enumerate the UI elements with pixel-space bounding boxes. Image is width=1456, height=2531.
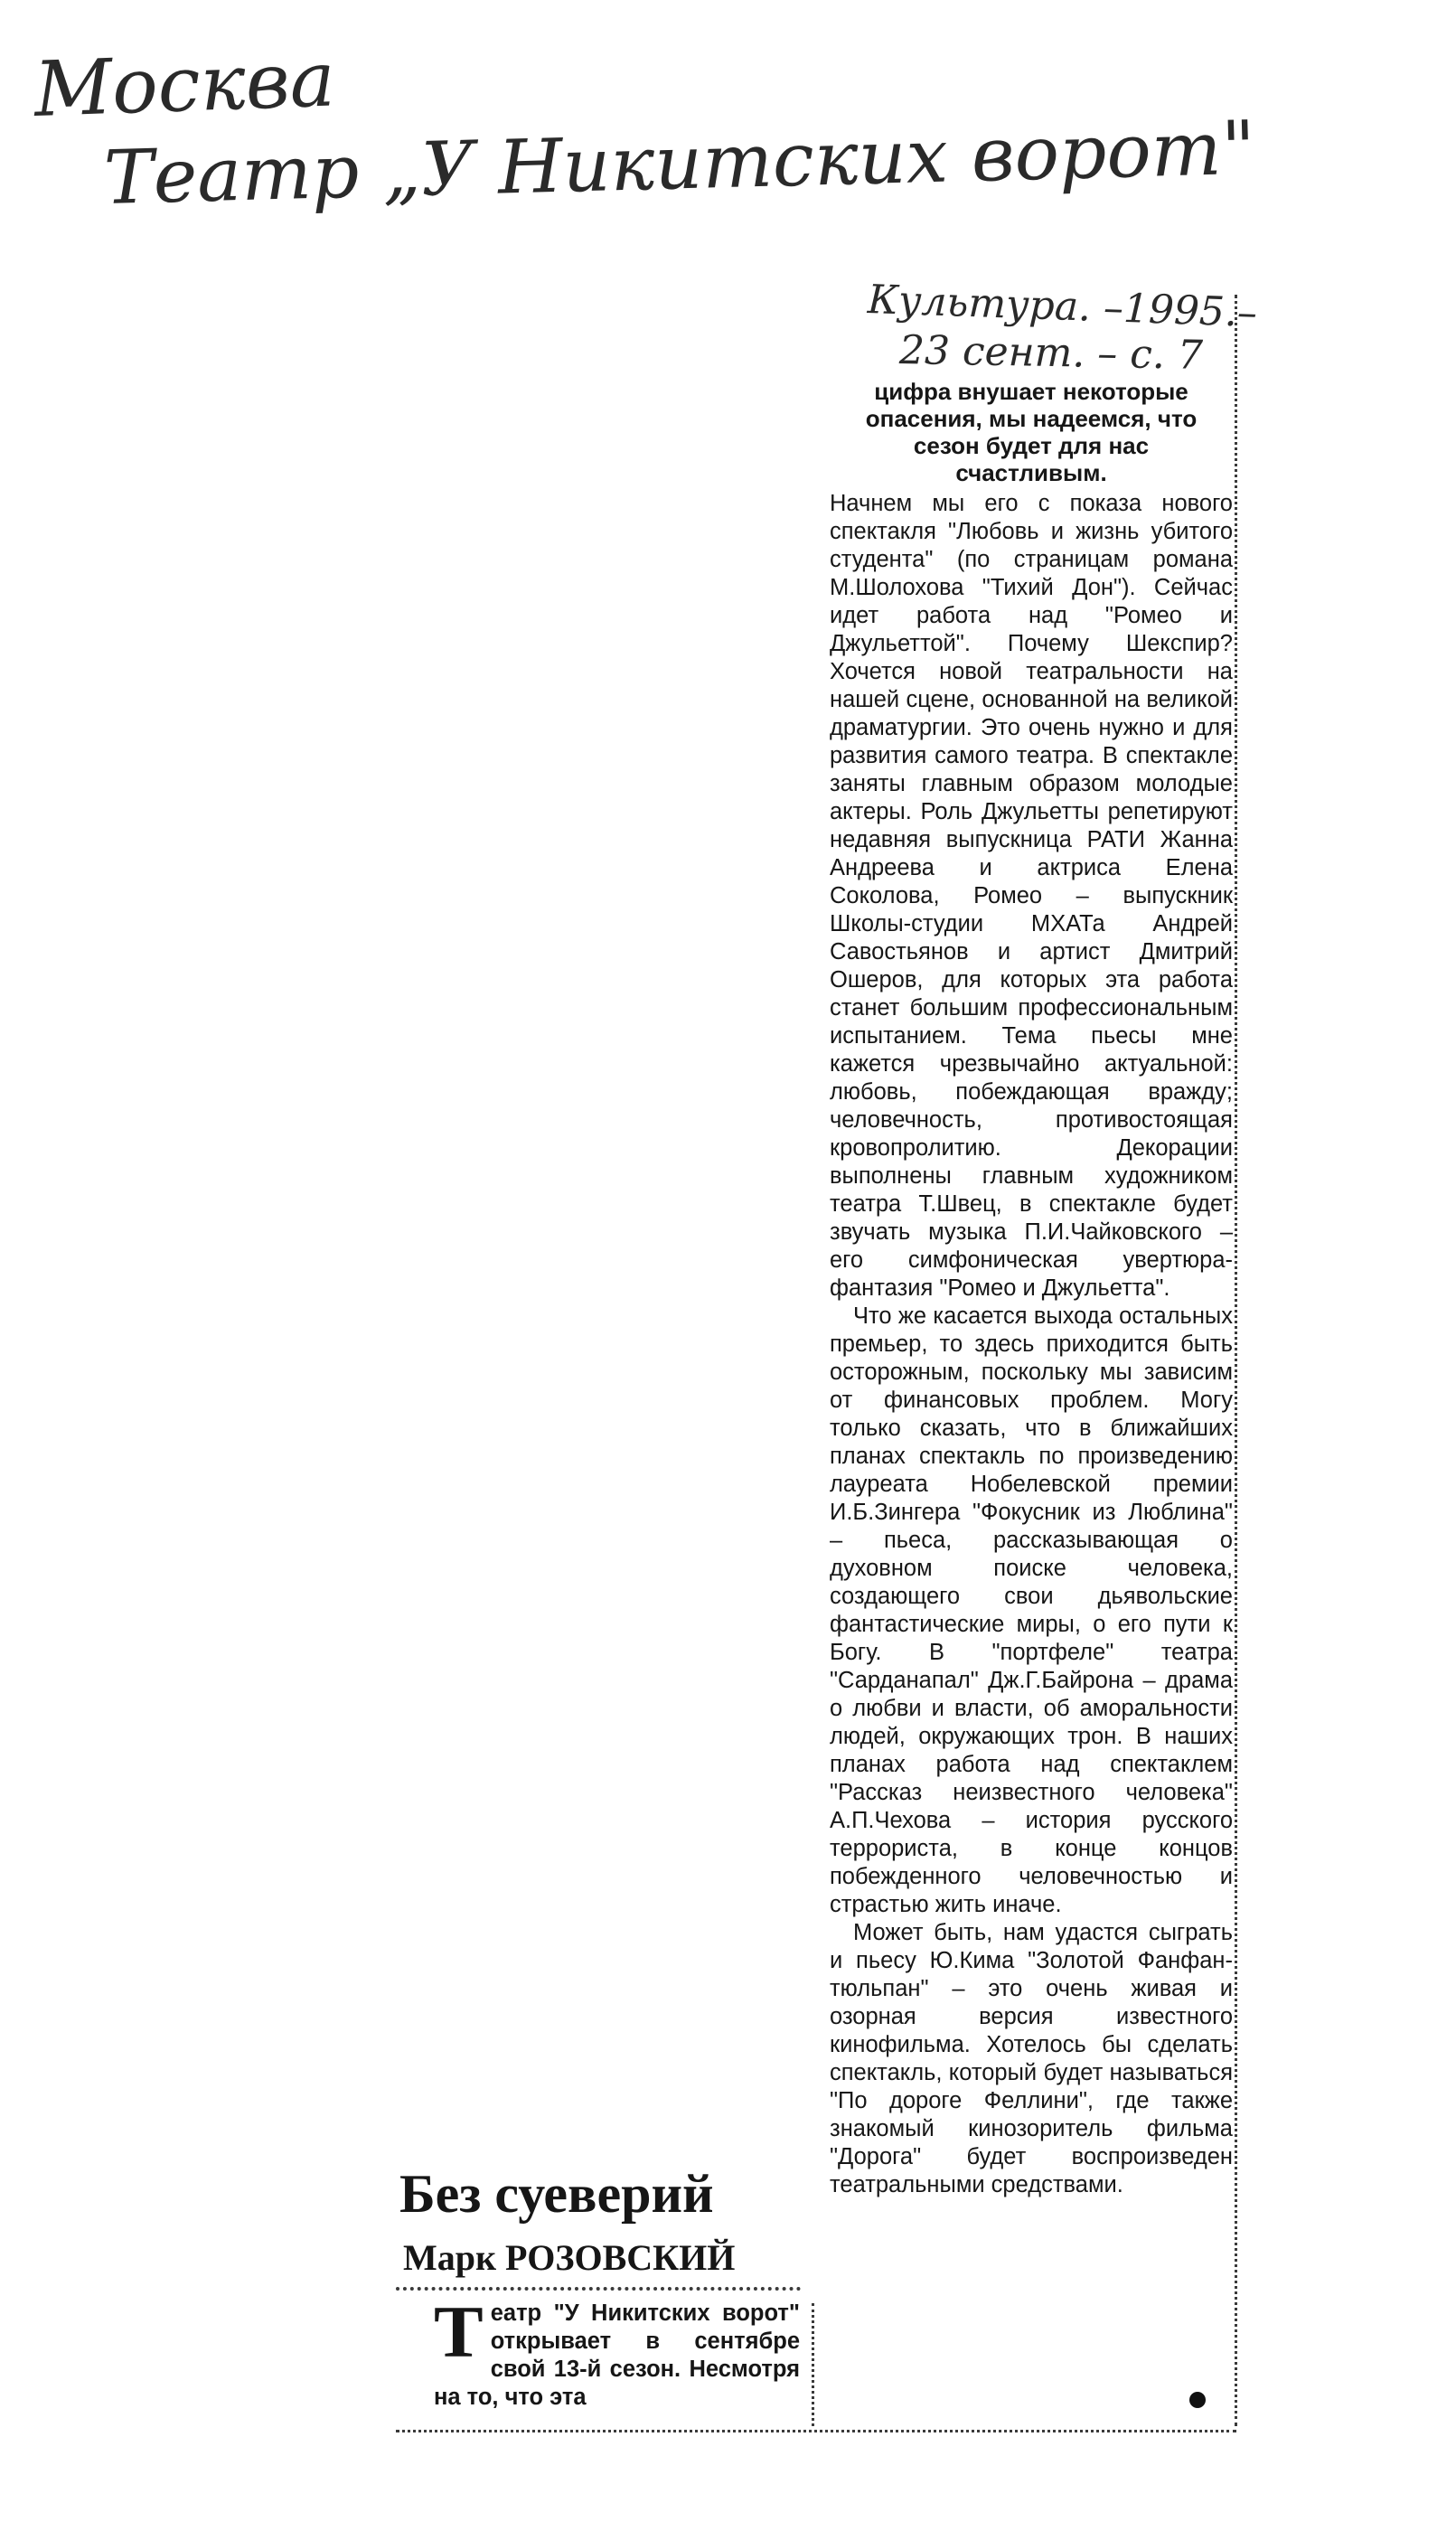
- handwritten-source-date: 23 сент. – с. 7: [898, 327, 1204, 379]
- article-headline: Без суеверий: [399, 2164, 714, 2224]
- handwritten-theatre-name: Театр „У Никитских ворот": [102, 105, 1257, 221]
- handwritten-source-newspaper: Культура. –1995.–: [867, 277, 1258, 337]
- clipping-cut-line-vertical: [1235, 295, 1237, 2426]
- clipping-cut-line-bottom: [396, 2430, 1236, 2432]
- author-last-name: РОЗОВСКИЙ: [505, 2237, 736, 2278]
- article-main-column: [830, 378, 1233, 2199]
- article-paragraph: Что же касается выхода остальных премьер, то здесь приходится быть осторожным, поскольку мы зависим от финансовых проблем. Могу только сказать, что в ближайших планах спектакль по произведению лауреата Нобелевской премии И.Б.Зингера "Фокусник из Люблина" – пьеса, рассказывающая о духовном поиске человека, создающего свои дьявольские фантастические миры, о его пути к Богу. В "портфеле" театра "Сарданапал" Дж.Г.Байрона – драма о любви и власти, об аморальности людей, окружающих трон. В наших планах работа над спектаклем "Рассказ неизвестного человека" А.П.Чехова – история русского террориста, в конце концов побежденного человечностью и страстью жить иначе.: [830, 1303, 1233, 1917]
- lead-continuation: цифра внушает некоторые опасения, мы надеемся, что сезон будет для нас счастливым.: [865, 378, 1198, 486]
- author-first-name: Марк: [403, 2237, 497, 2278]
- article-paragraph: Начнем мы его с показа нового спектакля "Любовь и жизнь убитого студента" (по страницам романа М.Шолохова "Тихий Дон"). Сейчас идет работа над "Ромео и Джульеттой". Почему Шекспир? Хочется новой театральности на нашей сцене, основанной на великой драматургии. Это очень нужно и для развития самого театра. В спектакле заняты главным образом молодые актеры. Роль Джульетты репетируют недавняя выпускница РАТИ Жанна Андреева и актриса Елена Соколова, Ромео – выпускник Школы-студии МХАТа Андрей Савостьянов и артист Дмитрий Ошеров, для которых эта работа станет большим профессиональным испытанием. Тема пьесы мне кажется чрезвычайно актуальной: любовь, побеждающая вражду; человечность, противостоящая кровопролитию. Декорации выполнены главным художником театра Т.Швец, в спектакле будет звучать музыка П.И.Чайковского – его симфоническая увертюра-фантазия "Ромео и Джульетта".: [830, 491, 1233, 1301]
- column-divider: [812, 2303, 814, 2426]
- author-byline: [403, 2236, 735, 2280]
- article-paragraph: Может быть, нам удастся сыграть и пьесу Ю.Кима "Золотой Фанфан-тюльпан" – это очень живая и озорная версия известного кинофильма. Хотелось бы сделать спектакль, который будет называться "По дороге Феллини", где также знакомый кинозоритель фильма "Дорога" будет воспроизведен театральными средствами.: [830, 1920, 1233, 2197]
- handwritten-city: Москва: [33, 34, 337, 134]
- drop-cap-letter: Т: [434, 2291, 484, 2373]
- article-intro: [434, 2291, 800, 2412]
- end-of-article-bullet: [1189, 2392, 1206, 2408]
- intro-text: еатр "У Никитских ворот" открывает в сентябре свой 13-й сезон. Несмотря на то, что эта: [434, 2300, 800, 2410]
